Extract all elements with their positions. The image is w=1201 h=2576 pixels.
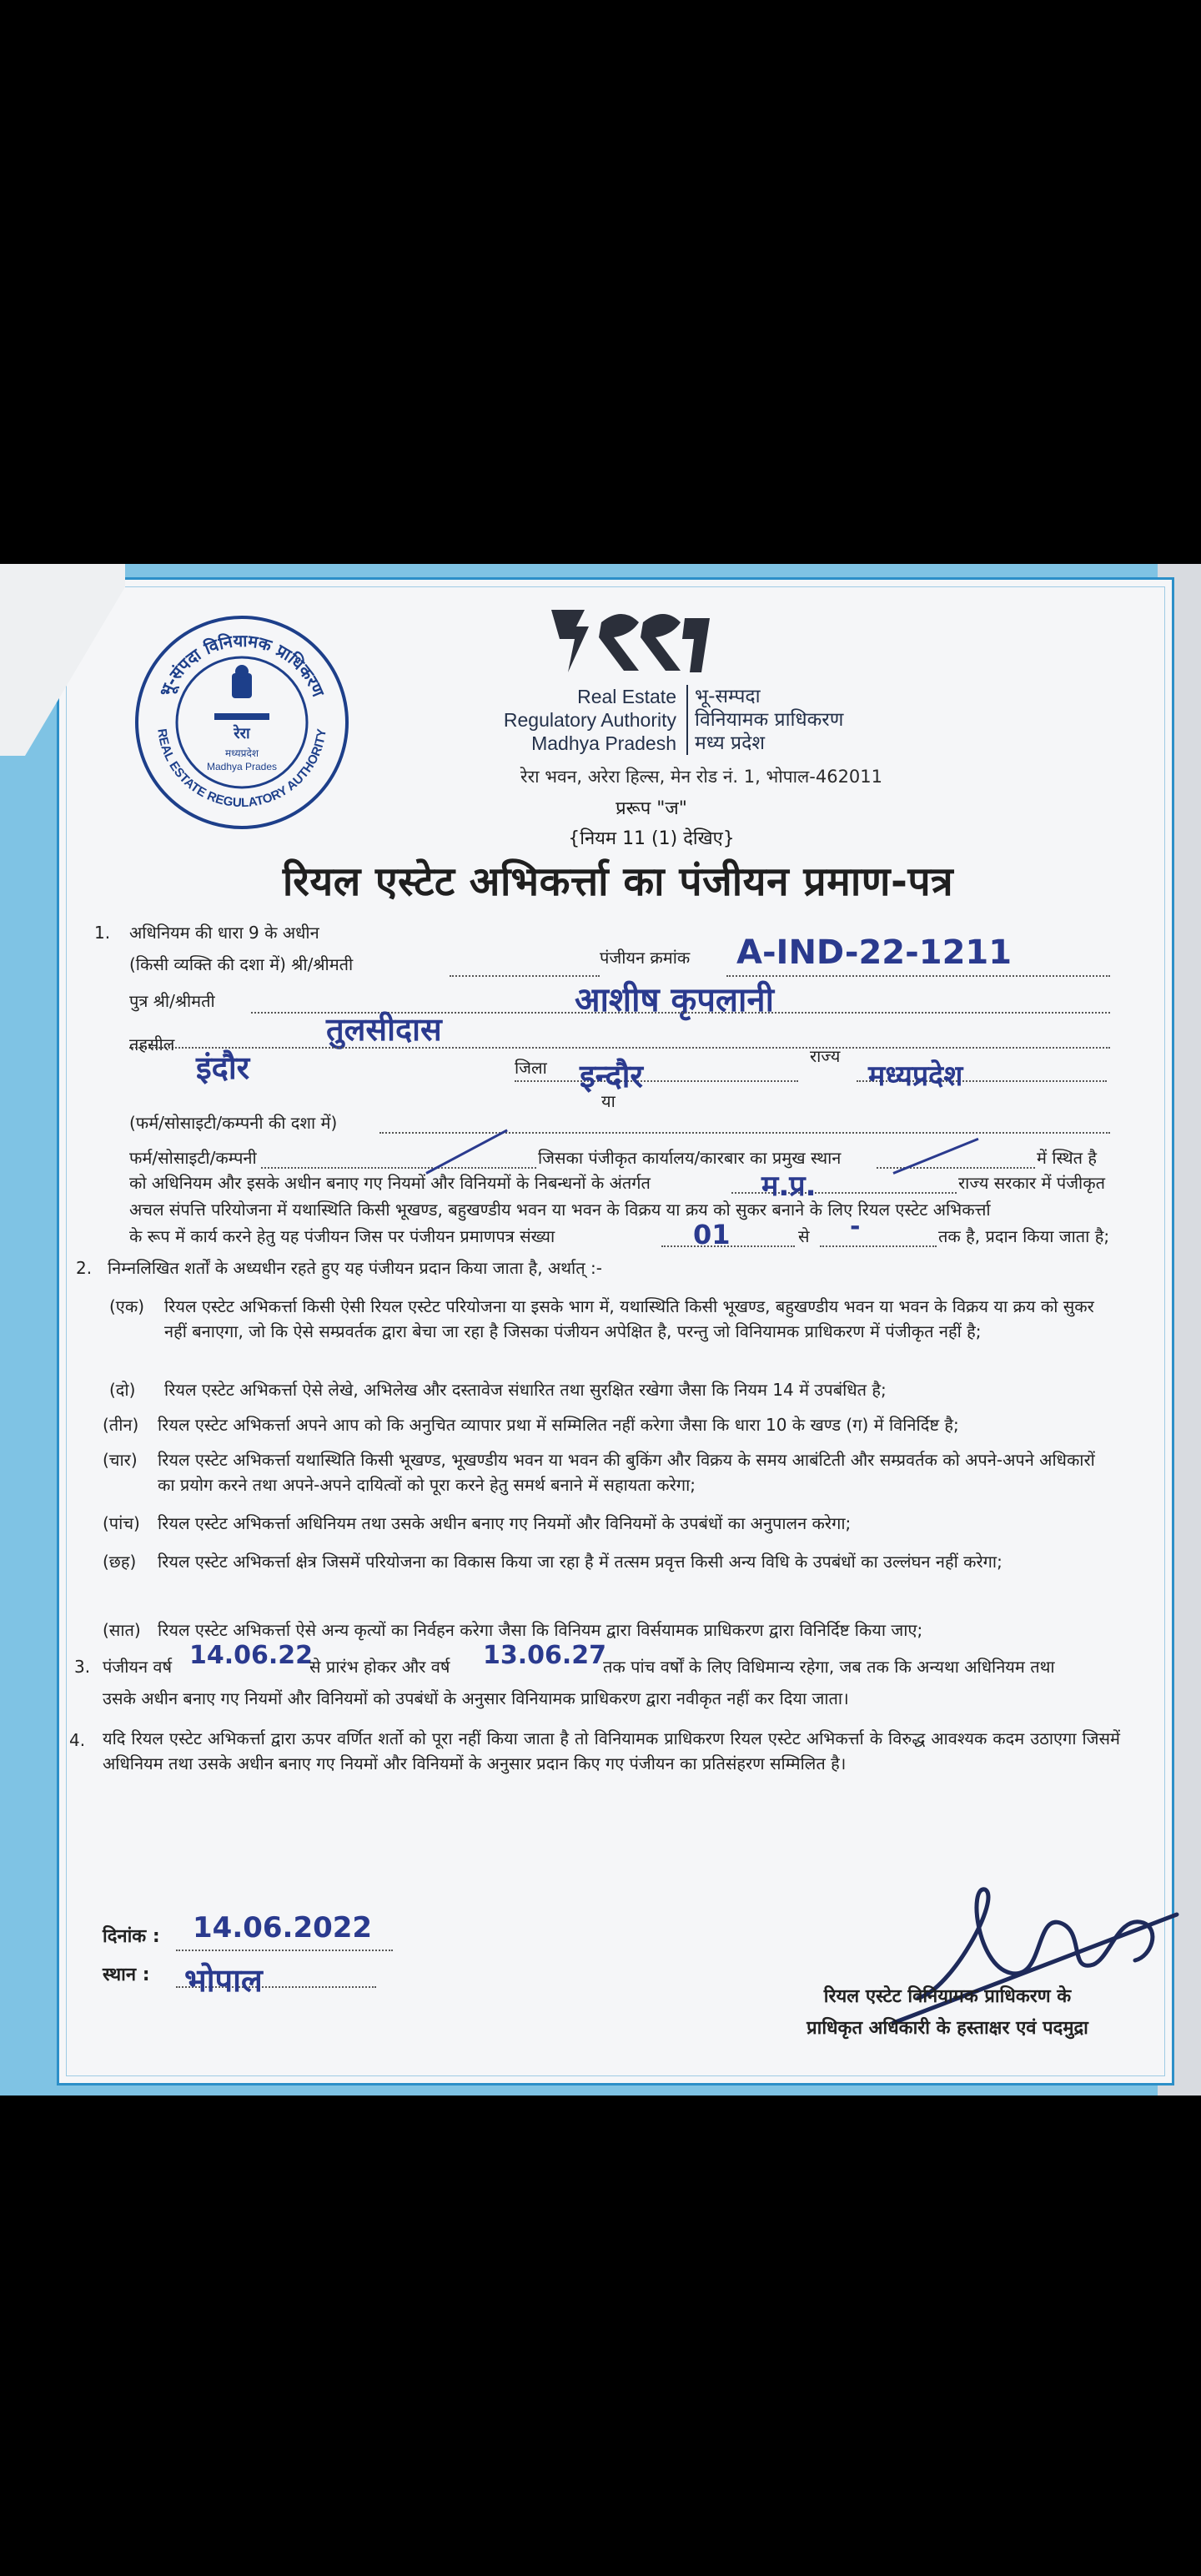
seal-center-en: Madhya Prades	[206, 761, 278, 772]
condition-3-text: रियल एस्टेट अभिकर्त्ता अपने आप को कि अनुचित व्यापार प्रथा में सम्मिलित नहीं करेगा जैसा कि धारा 10 के खण्ड (ग) में विनिर्दिष्ट है;	[158, 1415, 959, 1435]
certificate-number: 01	[693, 1219, 731, 1250]
date-dotted-line	[176, 1950, 393, 1951]
or-label: या	[601, 1091, 616, 1111]
authority-name-en	[410, 685, 676, 755]
condition-7-text: रियल एस्टेट अभिकर्त्ता ऐसे अन्य कृत्यों का निर्वहन करेगा जैसा कि विनियम द्वारा विर्सयामक प्राधिकरण द्वारा विनिर्दिष्ट किया जाए;	[158, 1620, 923, 1640]
signatory-block	[768, 1981, 1127, 2045]
place-label: स्थान :	[103, 1965, 150, 1985]
section1-line1: अधिनियम की धारा 9 के अधीन	[129, 923, 319, 943]
firm-dotted-line	[261, 1167, 536, 1169]
tehsil-value: इंदौर	[196, 1049, 250, 1086]
certificate-line-b: तक है, प्रदान किया जाता है;	[938, 1226, 1110, 1246]
registration-label: पंजीयन क्रमांक	[600, 948, 691, 968]
condition-2-text: रियल एस्टेट अभिकर्त्ता ऐसे लेखे, अभिलेख और दस्तावेज संधारित तथा सुरक्षित रखेगा जैसा कि नियम 14 में उपबंधित है;	[164, 1380, 887, 1400]
rule-reference: {नियम 11 (1) देखिए}	[568, 828, 735, 849]
section3-text-b: उसके अधीन बनाए गए नियमों और विनियमों को उपबंधों के अनुसार विनियामक प्राधिकरण द्वारा नवीकृत नहीं कर दिया जाता।	[103, 1688, 849, 1708]
authority-address: रेरा भवन, अरेरा हिल्स, मेन रोड नं. 1, भोपाल-462011	[520, 767, 883, 787]
validity-end: 13.06.27	[483, 1641, 607, 1670]
registration-dotted-line	[726, 975, 1110, 977]
condition-6-text: रियल एस्टेट अभिकर्त्ता क्षेत्र जिसमें परियोजना का विकास किया जा रहा है में तत्सम प्रवृत्त किसी अन्य विधि के उपबंधों का उल्लंघन नहीं करेगा;	[158, 1552, 1003, 1572]
certificate	[57, 577, 1174, 2085]
section3-number: 3.	[74, 1657, 91, 1677]
section3-mid-label: से प्रारंभ होकर और वर्ष	[309, 1657, 450, 1677]
authority-en-line1: Real Estate	[577, 686, 676, 707]
tehsil-label: तहसील	[129, 1034, 175, 1054]
section3-start-label: पंजीयन वर्ष	[103, 1657, 173, 1677]
signatory-line1: रियल एस्टेट विनियामक प्राधिकरण के	[823, 1986, 1072, 2007]
condition-5-text: रियल एस्टेट अभिकर्त्ता अधिनियम तथा उसके अधीन बनाए गए नियमों और विनियमों के उपबंधों का अनुपालन करेगा;	[158, 1513, 852, 1533]
authority-hi-line1: भू-सम्पदा	[695, 686, 761, 707]
certificate-line-a: के रूप में कार्य करने हेतु यह पंजीयन जिस पर पंजीयन प्रमाणपत्र संख्या	[129, 1226, 555, 1246]
section1-person-label: (किसी व्यक्ति की दशा में) श्री/श्रीमती	[129, 954, 354, 974]
validity-start: 14.06.22	[189, 1641, 314, 1670]
state-short: म.प्र.	[761, 1170, 817, 1203]
place-value: भोपाल	[184, 1962, 263, 1999]
district-dotted-line	[515, 1080, 798, 1082]
seal-top-text: भू-संपदा विनियामक प्राधिकरण	[155, 630, 329, 700]
section1-number: 1.	[94, 923, 111, 943]
condition-5-label: (पांच)	[103, 1513, 140, 1533]
section2-number: 2.	[76, 1258, 93, 1278]
agent-name: आशीष कृपलानी	[575, 981, 774, 1019]
seal-bottom-text: REAL ESTATE REGULATORY AUTHORITY	[154, 727, 329, 811]
seal-center-hi: मध्यप्रदेश	[224, 747, 259, 759]
condition-7-label: (सात)	[103, 1620, 141, 1640]
rera-logo-icon	[543, 601, 718, 681]
condition-4-text: रियल एस्टेट अभिकर्त्ता यथास्थिति किसी भूखण्ड, भूखण्डीय भवन या भवन की बुकिंग और विक्रय के समय आबंटिती और सम्प्रवर्तक को अपने-अपने अधिकारों का प्रयोग करने तथा अपने-अपने दायित्वों को पूरा करने हेतु समर्थ बनाने में सहायता करेगा;	[158, 1450, 1095, 1495]
condition-4-label: (चार)	[103, 1450, 138, 1470]
form-number: प्ररूप "ज"	[616, 798, 687, 819]
to-dash: -	[850, 1212, 861, 1241]
authority-name-hi	[686, 685, 843, 755]
seal-logo-text: रेरा	[234, 725, 250, 742]
authority-en-line2: Regulatory Authority	[503, 709, 676, 731]
father-name: तुलसीदास	[326, 1011, 442, 1048]
section4-number: 4.	[69, 1730, 86, 1750]
district-label: जिला	[515, 1058, 547, 1078]
section4-text: यदि रियल एस्टेट अभिकर्त्ता द्वारा ऊपर वर्णित शर्तो को पूरा नहीं किया जाता है तो विनियामक प्राधिकरण रियल एस्टेट अभिकर्त्ता के विरुद्ध आवश्यक कदम उठाएगा जिसमें अधिनियम तथा उसके अधीन बनाए गए नियमों और विनियमों के अनुसार प्रदान किए गए पंजीयन का प्रतिसंहरण सम्मिलित है।	[103, 1728, 1120, 1774]
state-registered-label: राज्य सरकार में पंजीकृत	[958, 1173, 1105, 1193]
condition-6-label: (छह)	[103, 1552, 137, 1572]
date-value: 14.06.2022	[193, 1911, 373, 1945]
project-line: अचल संपत्ति परियोजना में यथास्थिति किसी भूखण्ड, बहुखण्डीय भवन या भवन के विक्रय या क्रय को सुकर बनाने के लिए रियल एस्टेट अभिकर्त्ता	[129, 1200, 991, 1220]
condition-1-text: रियल एस्टेट अभिकर्त्ता किसी ऐसी रियल एस्टेट परियोजना या इसके भाग में, यथास्थिति किसी भूखण्ड, बहुखण्डीय भवन या भवन के विक्रय या क्रय को सुकर नहीं बनाएगा, जो कि ऐसे सम्प्रवर्तक द्वारा बेचा जा रहा है जिसका पंजीयन अपेक्षित है, परन्तु जो विनियामक प्राधिकरण में पंजीकृत नहीं है;	[164, 1296, 1094, 1341]
section2-intro: निम्नलिखित शर्तों के अध्यधीन रहते हुए यह पंजीयन प्रदान किया जाता है, अर्थात् :-	[108, 1258, 602, 1278]
condition-2-label: (दो)	[109, 1380, 136, 1400]
signatory-line2: प्राधिकृत अधिकारी के हस्ताक्षर एवं पदमुद्रा	[807, 2018, 1088, 2039]
authority-hi-line2: विनियामक प्राधिकरण	[695, 709, 844, 731]
date-label: दिनांक :	[103, 1926, 160, 1947]
act-line: को अधिनियम और इसके अधीन बनाए गए नियमों और विनियमों के निबन्धनों के अंतर्गत	[129, 1173, 651, 1193]
father-dotted-line	[129, 1047, 1110, 1049]
registration-number: A-IND-22-1211	[736, 933, 1013, 972]
section3-text-a: तक पांच वर्षों के लिए विधिमान्य रहेगा, जब तक कि अन्यथा अधिनियम तथा	[603, 1657, 1055, 1677]
authority-seal-icon	[133, 613, 351, 832]
certificate-title: रियल एस्टेट अभिकर्त्ता का पंजीयन प्रमाण-पत्र	[282, 858, 954, 905]
firm-label: फर्म/सोसाइटी/कम्पनी	[129, 1148, 257, 1168]
son-of-label: पुत्र श्री/श्रीमती	[129, 991, 215, 1011]
state-label: राज्य	[810, 1046, 841, 1066]
state-value: मध्यप्रदेश	[868, 1059, 963, 1093]
authority-hi-line3: मध्य प्रदेश	[695, 732, 765, 754]
office-label: जिसका पंजीकृत कार्यालय/कारबार का प्रमुख स्थान	[538, 1148, 842, 1168]
from-label: से	[798, 1226, 810, 1246]
district-value: इन्दौर	[580, 1058, 643, 1094]
condition-1-label: (एक)	[109, 1296, 145, 1316]
firm-case-label: (फर्म/सोसाइटी/कम्पनी की दशा में)	[129, 1113, 338, 1133]
firm-case-dotted-line	[379, 1132, 1110, 1134]
authority-en-line3: Madhya Pradesh	[531, 732, 676, 754]
situated-label: में स्थित है	[1037, 1148, 1098, 1168]
condition-3-label: (तीन)	[103, 1415, 139, 1435]
to-dotted-line	[820, 1245, 937, 1247]
